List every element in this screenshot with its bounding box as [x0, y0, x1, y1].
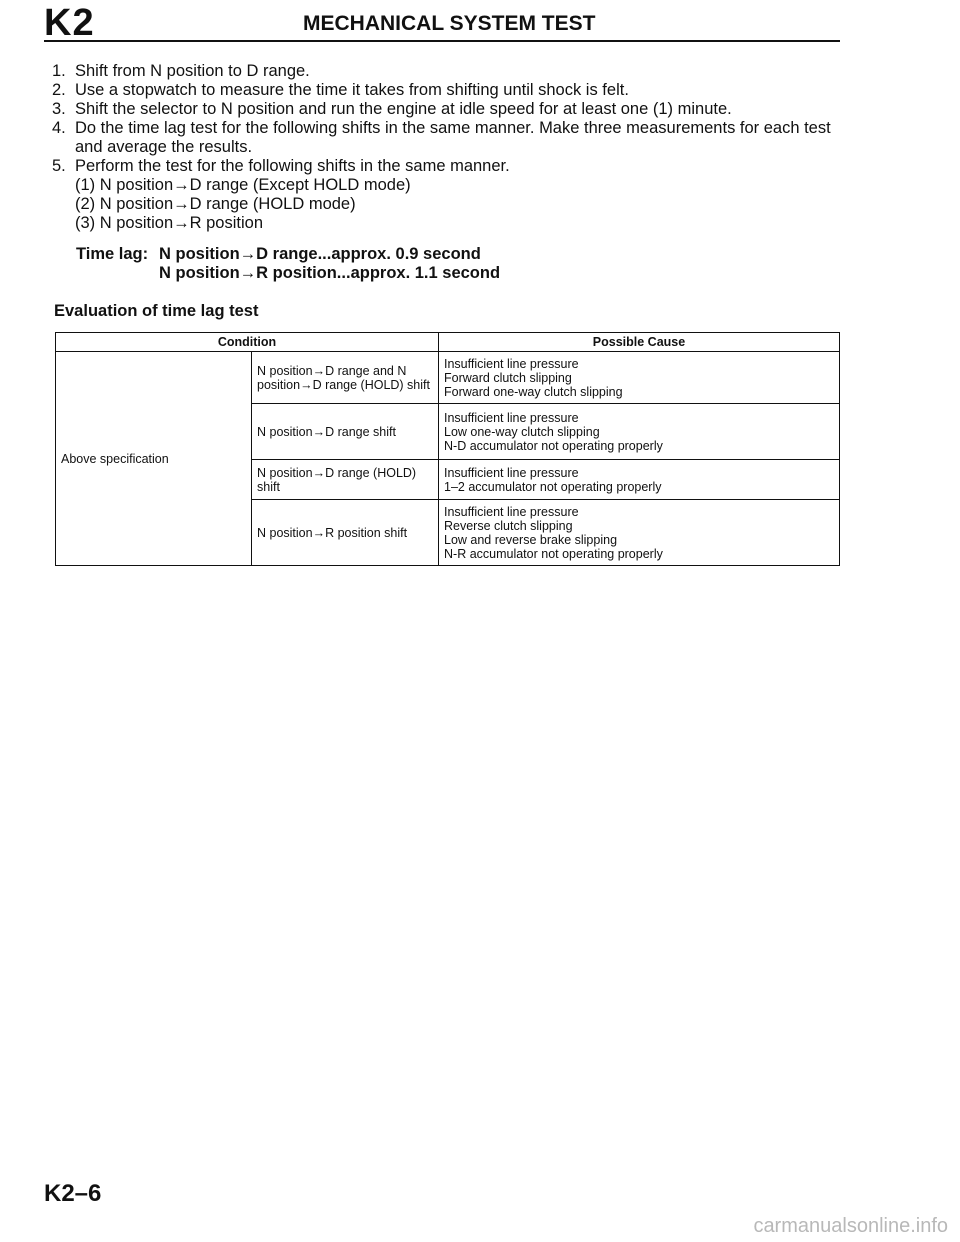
header-divider	[44, 40, 840, 42]
step-number: 4.	[52, 119, 66, 137]
shift-condition: N position→D range shift	[252, 404, 439, 460]
table-header-row	[56, 333, 840, 352]
time-lag-label: Time lag:	[76, 245, 149, 263]
step-number: 1.	[52, 62, 66, 80]
shift-condition: N position→D range (HOLD) shift	[252, 460, 439, 500]
cause-item: 1–2 accumulator not operating properly	[444, 479, 662, 494]
step-number: 3.	[52, 100, 66, 118]
step-number: 2.	[52, 81, 66, 99]
page-title: MECHANICAL SYSTEM TEST	[303, 12, 596, 35]
step-text: Shift the selector to N position and run the engine at idle speed for at least one (1) minute.	[75, 100, 732, 118]
step-1	[52, 62, 852, 81]
step-3	[52, 100, 852, 119]
cause-item: Low and reverse brake slipping	[444, 532, 618, 547]
cause-item: Low one-way clutch slipping	[444, 424, 600, 439]
substep-2: (2) N position→D range (HOLD mode)	[75, 195, 356, 213]
shift-condition: N position→D range and N position→D range (HOLD) shift	[252, 352, 439, 404]
section-code: K2	[44, 2, 95, 44]
step-text: Perform the test for the following shifts in the same manner.	[75, 157, 510, 175]
possible-causes	[439, 460, 840, 500]
substep-3: (3) N position→R position	[75, 214, 263, 232]
step-text: Shift from N position to D range.	[75, 62, 310, 80]
evaluation-table	[55, 332, 840, 566]
page-number: K2–6	[44, 1180, 102, 1207]
possible-cause-header: Possible Cause	[439, 333, 840, 352]
cause-item: Insufficient line pressure	[444, 356, 579, 371]
possible-causes	[439, 352, 840, 404]
shift-condition: N position→R position shift	[252, 500, 439, 566]
cause-item: N-R accumulator not operating properly	[444, 546, 663, 561]
time-lag-d-range: N position→D range...approx. 0.9 second	[159, 245, 481, 263]
step-text: Do the time lag test for the following shifts in the same manner. Make three measurements for each test and average the results.	[75, 119, 831, 156]
possible-causes	[439, 404, 840, 460]
condition-header: Condition	[56, 333, 439, 352]
possible-causes	[439, 500, 840, 566]
time-lag-spec	[76, 245, 500, 283]
step-5	[52, 157, 852, 176]
step-4	[52, 119, 852, 157]
condition-group: Above specification	[56, 352, 252, 566]
cause-item: Reverse clutch slipping	[444, 518, 573, 533]
procedure-steps	[52, 62, 852, 233]
cause-item: Forward clutch slipping	[444, 370, 572, 385]
cause-item: Forward one-way clutch slipping	[444, 384, 623, 399]
cause-item: N-D accumulator not operating properly	[444, 438, 663, 453]
watermark: carmanualsonline.info	[753, 1215, 948, 1237]
step-text: Use a stopwatch to measure the time it takes from shifting until shock is felt.	[75, 81, 629, 99]
substep-1: (1) N position→D range (Except HOLD mode)	[75, 176, 411, 194]
cause-item: Insufficient line pressure	[444, 504, 579, 519]
step-2	[52, 81, 852, 100]
step-number: 5.	[52, 157, 66, 175]
evaluation-title: Evaluation of time lag test	[54, 302, 259, 320]
time-lag-r-position: N position→R position...approx. 1.1 second	[159, 264, 501, 282]
table-row	[56, 352, 840, 404]
cause-item: Insufficient line pressure	[444, 410, 579, 425]
cause-item: Insufficient line pressure	[444, 465, 579, 480]
